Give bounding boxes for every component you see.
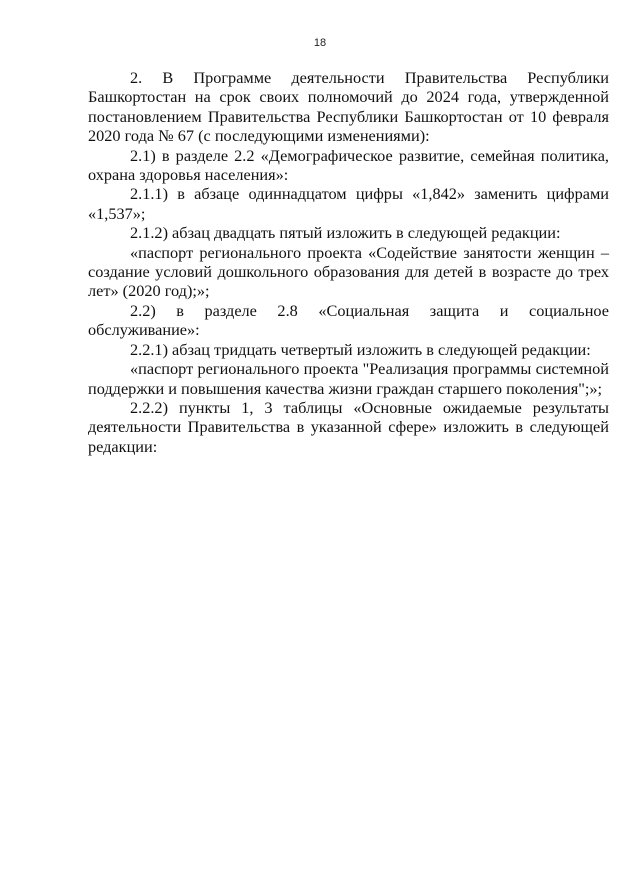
paragraph-passport-women-employment: «паспорт регионального проекта «Содействие занятости женщин – создание условий дошкольного образования для детей в возрасте до трех лет» (2020 год);»; (88, 242, 609, 301)
paragraph-2-1-2: 2.1.2) абзац двадцать пятый изложить в следующей редакции: (130, 223, 561, 243)
paragraph-2-2-2: 2.2.2) пункты 1, 3 таблицы «Основные ожидаемые результаты деятельности Правительства в указанной сфере» изложить в следующей редакции: (88, 397, 609, 456)
document-body (88, 68, 609, 456)
paragraph-2-1-1: 2.1.1) в абзаце одиннадцатом цифры «1,842» заменить цифрами «1,537»; (88, 184, 609, 223)
paragraph-passport-older-generation: «паспорт регионального проекта "Реализация программы системной поддержки и повышения качества жизни граждан старшего поколения";»; (88, 359, 609, 398)
paragraph-2-1: 2.1) в разделе 2.2 «Демографическое развитие, семейная политика, охрана здоровья населения»: (88, 145, 609, 185)
page-number: 18 (313, 37, 327, 49)
paragraph-2-2-1: 2.2.1) абзац тридцать четвертый изложить в следующей редакции: (130, 339, 591, 359)
paragraph-intro: 2. В Программе деятельности Правительства Республики Башкортостан на срок своих полномочий до 2024 года, утвержденной постановлением Правительства Республики Башкортостан от 10 февраля 2020 года № 67 (с последующими изменениями): (88, 68, 609, 146)
paragraph-2-2: 2.2) в разделе 2.8 «Социальная защита и социальное обслуживание»: (88, 300, 609, 340)
